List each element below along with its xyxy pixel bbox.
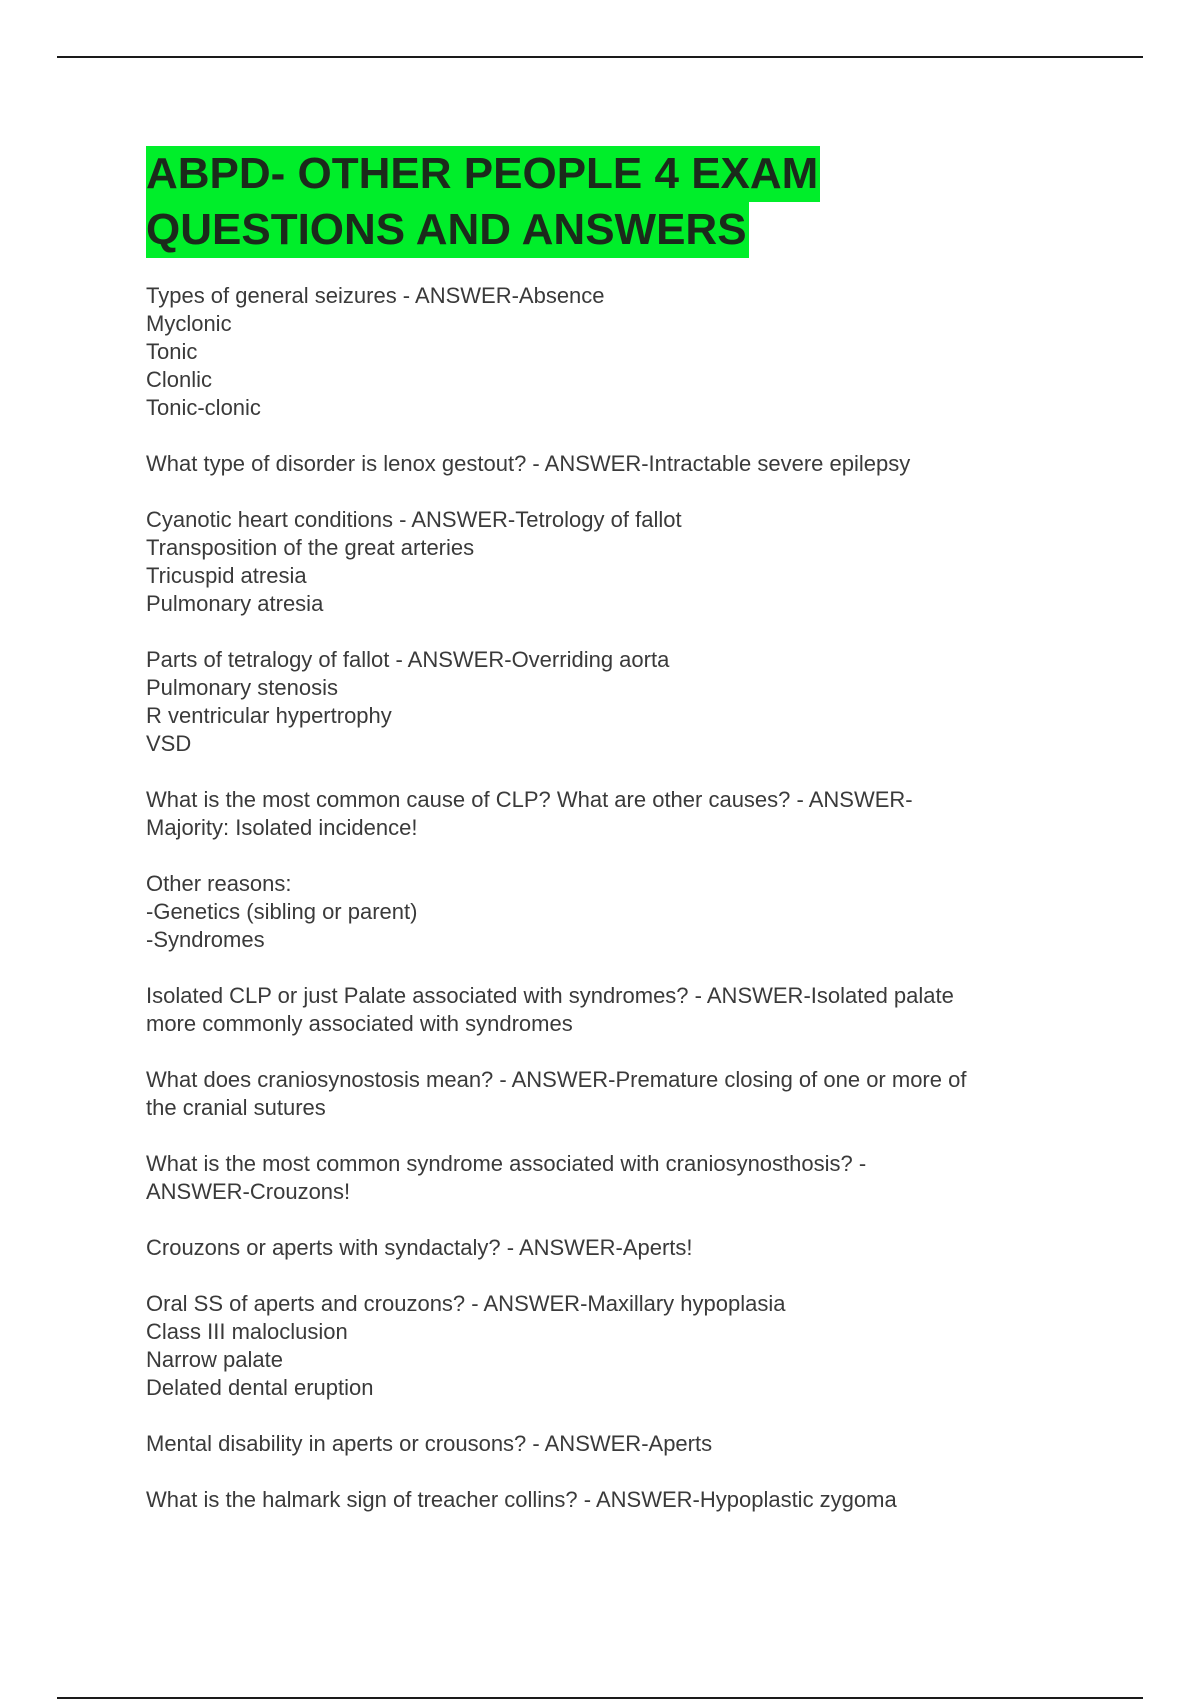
qa-answer-line: Tricuspid atresia (146, 563, 307, 588)
qa-list (146, 282, 1076, 1514)
document-title (146, 146, 1076, 258)
qa-answer-line: -Syndromes (146, 927, 265, 952)
qa-answer-line: Class III maloclusion (146, 1319, 348, 1344)
qa-entry (146, 1066, 1076, 1122)
qa-question-line: What is the most common cause of CLP? What are other causes? - ANSWER- (146, 787, 913, 812)
qa-question-line: Mental disability in aperts or crousons? - ANSWER-Aperts (146, 1431, 713, 1456)
qa-answer-line: more commonly associated with syndromes (146, 1011, 573, 1036)
document-content (146, 146, 1076, 1542)
qa-entry (146, 282, 1076, 422)
qa-question-line: Isolated CLP or just Palate associated with syndromes? - ANSWER-Isolated palate (146, 983, 954, 1008)
qa-entry (146, 786, 1076, 842)
qa-question-line: Types of general seizures - ANSWER-Absence (146, 283, 605, 308)
qa-answer-line: Clonlic (146, 367, 213, 392)
qa-question-line: What is the halmark sign of treacher collins? - ANSWER-Hypoplastic zygoma (146, 1487, 897, 1512)
qa-answer-line: VSD (146, 731, 192, 756)
qa-answer-line: Delated dental eruption (146, 1375, 374, 1400)
title-line: ABPD- OTHER PEOPLE 4 EXAM (146, 146, 820, 202)
qa-question-line: Oral SS of aperts and crouzons? - ANSWER-Maxillary hypoplasia (146, 1291, 786, 1316)
qa-entry (146, 1150, 1076, 1206)
qa-question-line: What type of disorder is lenox gestout? - ANSWER-Intractable severe epilepsy (146, 451, 911, 476)
qa-answer-line: Narrow palate (146, 1347, 283, 1372)
qa-entry (146, 1290, 1076, 1402)
qa-entry (146, 450, 1076, 478)
qa-answer-line: Majority: Isolated incidence! (146, 815, 418, 840)
qa-entry (146, 506, 1076, 618)
qa-answer-line: ANSWER-Crouzons! (146, 1179, 351, 1204)
qa-answer-line: the cranial sutures (146, 1095, 326, 1120)
qa-question-line: Crouzons or aperts with syndactaly? - ANSWER-Aperts! (146, 1235, 693, 1260)
qa-entry (146, 1234, 1076, 1262)
qa-answer-line: Pulmonary atresia (146, 591, 324, 616)
qa-answer-line: Transposition of the great arteries (146, 535, 475, 560)
footer-rule (57, 1697, 1143, 1699)
qa-answer-line: Pulmonary stenosis (146, 675, 338, 700)
qa-question-line: Cyanotic heart conditions - ANSWER-Tetrology of fallot (146, 507, 682, 532)
qa-entry (146, 982, 1076, 1038)
qa-question-line: What is the most common syndrome associated with craniosynosthosis? - (146, 1151, 867, 1176)
qa-answer-line: Tonic (146, 339, 198, 364)
qa-answer-line: -Genetics (sibling or parent) (146, 899, 418, 924)
qa-question-line: Parts of tetralogy of fallot - ANSWER-Overriding aorta (146, 647, 670, 672)
header-rule (57, 56, 1143, 58)
title-line: QUESTIONS AND ANSWERS (146, 202, 749, 258)
qa-entry (146, 646, 1076, 758)
qa-question-line: What does craniosynostosis mean? - ANSWER-Premature closing of one or more of (146, 1067, 967, 1092)
qa-answer-line: Tonic-clonic (146, 395, 261, 420)
qa-question-line: Other reasons: (146, 871, 292, 896)
qa-answer-line: Myclonic (146, 311, 232, 336)
qa-answer-line: R ventricular hypertrophy (146, 703, 392, 728)
qa-entry (146, 1486, 1076, 1514)
qa-entry (146, 870, 1076, 954)
qa-entry (146, 1430, 1076, 1458)
